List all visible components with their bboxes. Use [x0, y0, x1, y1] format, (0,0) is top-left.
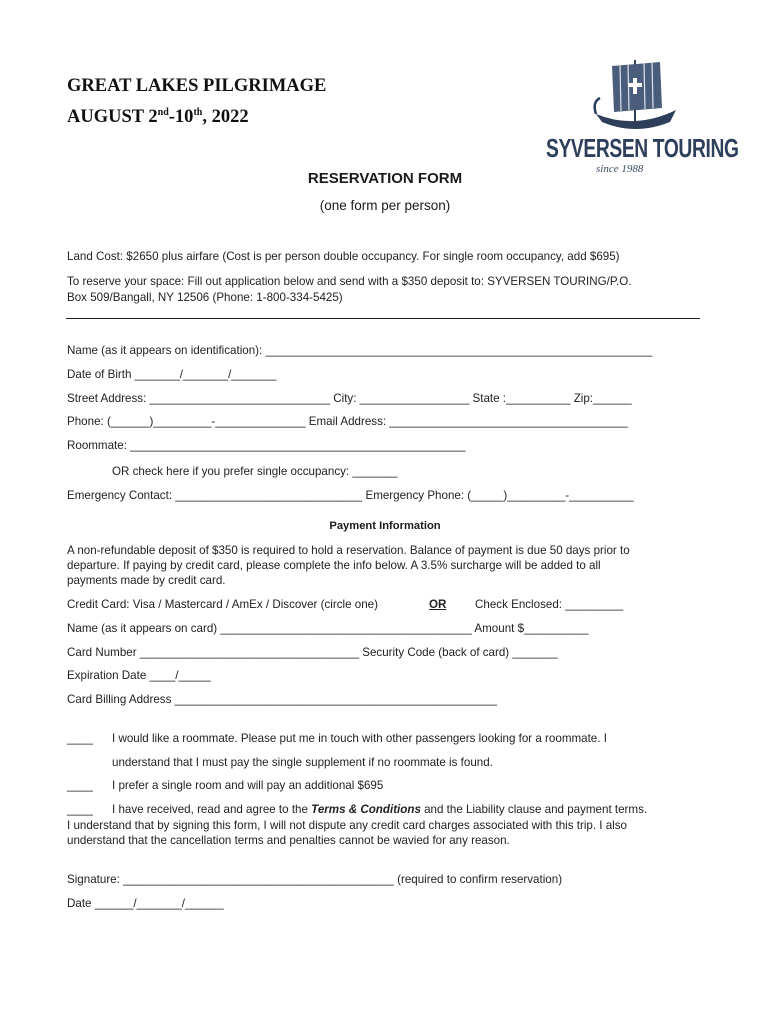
agree-text-end: and the Liability clause and payment terms. [420, 803, 648, 816]
payment-para-line3: payments made by credit card. [67, 574, 226, 587]
address-field[interactable]: Street Address: ____________________________ City: _________________ State :__________ Zip:______ [67, 392, 632, 405]
terms-conditions-link[interactable]: Terms & Conditions [311, 803, 421, 816]
signature-field[interactable]: Signature: __________________________________________ (required to confirm reservation) [67, 873, 563, 886]
agree-text-line3: understand that the cancellation terms and penalties cannot be wavied for any reason. [67, 834, 510, 847]
roommate-option-blank[interactable]: ____ [67, 732, 93, 745]
payment-para-line2: departure. If paying by credit card, please complete the info below. A 3.5% surcharge will be added to all [67, 559, 601, 572]
roommate-field[interactable]: Roommate: ____________________________________________________ [67, 439, 466, 452]
credit-card-type-field[interactable]: Credit Card: Visa / Mastercard / AmEx / Discover (circle one) [67, 598, 378, 611]
billing-address-field[interactable]: Card Billing Address __________________________________________________ [67, 693, 498, 706]
agree-text-line2: I understand that by signing this form, I will not dispute any credit card charges associated with this trip. I also [67, 819, 627, 832]
agree-text-start: I have received, read and agree to the [112, 803, 312, 816]
date-end: -10 [168, 107, 194, 127]
name-id-field[interactable]: Name (as it appears on identification): ____________________________________________________________ [67, 344, 653, 357]
date-start-suffix: nd [157, 106, 169, 118]
check-enclosed-field[interactable]: Check Enclosed: _________ [475, 598, 624, 611]
reserve-text-line2: Box 509/Bangall, NY 12506 (Phone: 1-800-334-5425) [67, 291, 343, 304]
or-label [429, 598, 446, 611]
payment-para-line1: A non-refundable deposit of $350 is required to hold a reservation. Balance of payment is due 50 days prior to [67, 544, 630, 557]
form-subtitle: (one form per person) [319, 198, 451, 213]
viking-ship-icon [590, 58, 680, 139]
event-dates [67, 107, 249, 128]
logo-wordmark: SYVERSEN TOURING [546, 133, 739, 163]
payment-heading: Payment Information [329, 520, 441, 532]
agree-option-text [112, 803, 647, 816]
reserve-text-line1: To reserve your space: Fill out application below and send with a $350 deposit to: SYVERSEN TOURING/P.O. [67, 275, 632, 288]
emergency-contact-field[interactable]: Emergency Contact: _____________________________ Emergency Phone: (_____)_________-__________ [67, 489, 634, 502]
date-end-suffix: th [193, 106, 203, 118]
single-room-option-blank[interactable]: ____ [67, 779, 93, 792]
or-text: OR [429, 598, 447, 611]
form-title: RESERVATION FORM [307, 170, 463, 187]
section-divider [66, 318, 700, 319]
card-number-field[interactable]: Card Number __________________________________ Security Code (back of card) _______ [67, 646, 558, 659]
date-year: , 2022 [202, 107, 249, 127]
roommate-option-line1: I would like a roommate. Please put me in touch with other passengers looking for a roommate. I [112, 732, 607, 745]
signature-date-field[interactable]: Date ______/_______/______ [67, 897, 224, 910]
date-start: AUGUST 2 [67, 107, 158, 127]
logo-tagline: since 1988 [596, 163, 644, 175]
event-title: GREAT LAKES PILGRIMAGE [67, 76, 327, 96]
single-room-option-text: I prefer a single room and will pay an additional $695 [112, 779, 384, 792]
phone-email-field[interactable]: Phone: (______)_________-______________ Email Address: _____________________________________ [67, 415, 628, 428]
agree-option-blank[interactable]: ____ [67, 803, 93, 816]
expiration-field[interactable]: Expiration Date ____/_____ [67, 669, 211, 682]
roommate-option-line2: understand that I must pay the single supplement if no roommate is found. [112, 756, 493, 769]
card-name-amount-field[interactable]: Name (as it appears on card) _______________________________________ Amount $__________ [67, 622, 589, 635]
land-cost-text: Land Cost: $2650 plus airfare (Cost is per person double occupancy. For single room occupancy, add $695) [67, 250, 620, 263]
single-occupancy-check[interactable]: OR check here if you prefer single occupancy: _______ [112, 465, 398, 478]
date-of-birth-field[interactable]: Date of Birth _______/_______/_______ [67, 368, 277, 381]
